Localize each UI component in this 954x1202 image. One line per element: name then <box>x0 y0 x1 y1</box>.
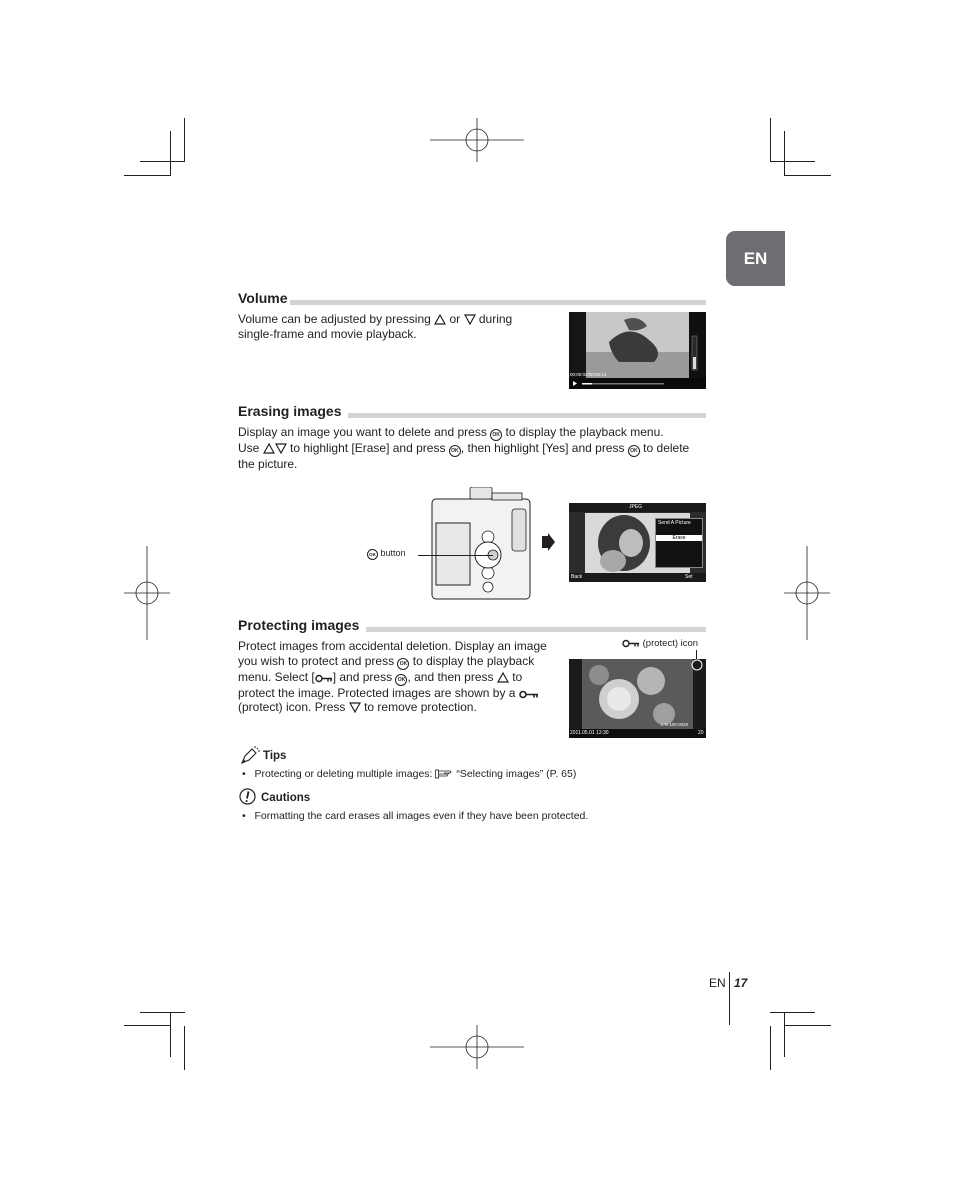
ok-button-icon: OK <box>490 429 502 441</box>
ok-button-callout: OK button <box>367 548 406 560</box>
down-arrow-icon <box>464 314 476 325</box>
footer-divider <box>729 972 730 1025</box>
volume-title: Volume <box>238 290 288 306</box>
image-info: L N 100-0020 <box>661 722 689 727</box>
tips-list-item: • Protecting or deleting multiple images: “Selecting images” (P. 65) <box>242 768 577 780</box>
volume-screen-illustration <box>569 312 706 389</box>
key-icon <box>622 639 640 648</box>
down-arrow-icon <box>349 702 361 713</box>
section-rule <box>366 627 706 632</box>
menu-item-erase[interactable]: Erase <box>656 535 702 541</box>
cautions-list-item: • Formatting the card erases all images even if they have been protected. <box>242 810 589 822</box>
menu-header: JPEG <box>629 504 643 510</box>
key-icon <box>519 690 539 699</box>
down-arrow-icon <box>275 443 287 454</box>
callout-leader-line <box>418 555 493 556</box>
image-count: 20 <box>698 730 704 736</box>
protect-icon-callout: (protect) icon <box>622 638 698 649</box>
playback-menu-screen <box>569 503 706 582</box>
section-rule <box>290 300 706 305</box>
protecting-text: Protect images from accidental deletion. Display an image you wish to protect and press OK to display the playback menu. Select [ ] and press OK , and then press to protect the image. Protected images are shown by a (protect) icon. Press to remove protection. <box>238 639 547 715</box>
ok-button-icon: OK <box>628 445 640 457</box>
footer-lang: EN <box>709 976 726 990</box>
tips-title: Tips <box>263 750 287 762</box>
movie-timecode: 00:00:02/00:00:14 <box>570 372 607 377</box>
tips-icon <box>239 745 261 765</box>
ok-button-icon: OK <box>367 549 378 560</box>
movie-frame-image <box>569 312 706 389</box>
registration-mark-top <box>430 118 524 162</box>
section-rule <box>348 413 706 418</box>
caution-icon <box>239 788 256 805</box>
up-arrow-icon <box>497 672 509 683</box>
image-date: 2011.05.01 12:30 <box>570 730 609 736</box>
protected-image-screen <box>569 659 706 738</box>
up-arrow-icon <box>434 314 446 325</box>
language-tab: EN <box>726 231 785 286</box>
menu-back-label[interactable]: Back <box>571 574 583 580</box>
registration-mark-bottom <box>430 1025 524 1069</box>
reference-hand-icon <box>435 769 453 779</box>
playback-menu[interactable] <box>655 518 703 568</box>
erasing-title: Erasing images <box>238 403 342 419</box>
erasing-text: Display an image you want to delete and press OK to display the playback menu. Use to highlight [Erase] and press OK , then highlight [Yes] and press OK to delete the picture. <box>238 425 690 471</box>
registration-mark-left <box>124 546 170 640</box>
menu-item-send-picture[interactable]: Send A Picture <box>658 520 691 526</box>
registration-mark-right <box>784 546 830 640</box>
menu-item-edit[interactable] <box>656 527 702 535</box>
menu-set-label[interactable]: Set <box>685 574 693 580</box>
volume-text: Volume can be adjusted by pressing or during single-frame and movie playback. <box>238 312 513 341</box>
ok-button-icon: OK <box>449 445 461 457</box>
ok-button-icon: OK <box>395 674 407 686</box>
cautions-title: Cautions <box>261 792 311 804</box>
page-number: 17 <box>734 976 748 990</box>
key-icon <box>315 674 333 683</box>
ok-button-icon: OK <box>397 658 409 670</box>
protecting-title: Protecting images <box>238 617 360 633</box>
up-arrow-icon <box>263 443 275 454</box>
right-arrow-icon <box>542 533 555 551</box>
camera-back-illustration <box>430 487 532 600</box>
